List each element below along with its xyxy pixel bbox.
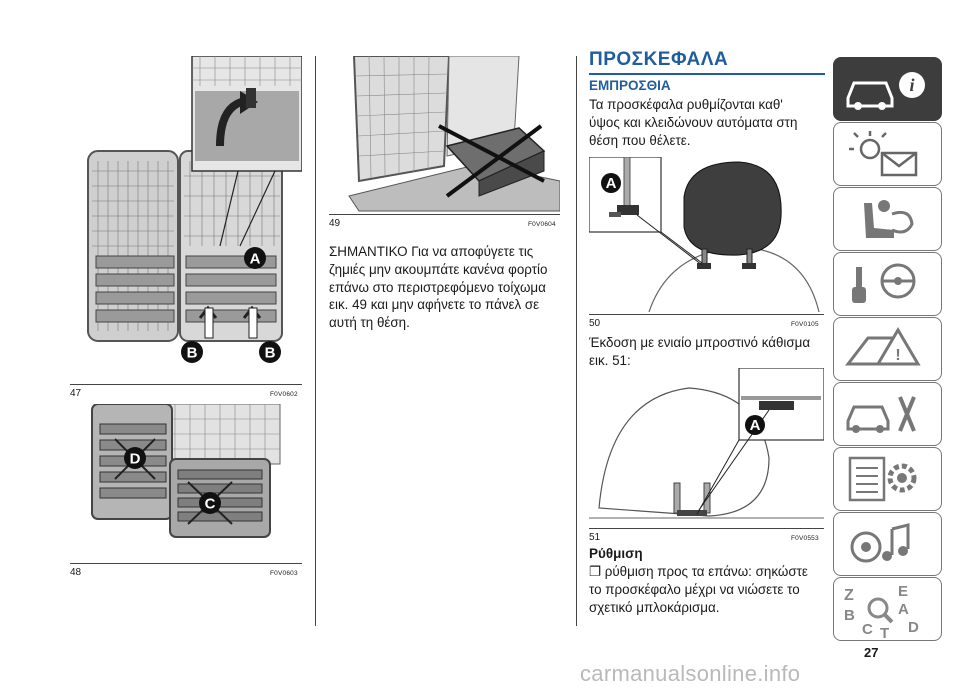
figure-49-folded-panel-load — [329, 56, 560, 212]
multimedia-music-icon — [834, 513, 941, 575]
figure-49-caption-rule — [329, 214, 560, 215]
section-title-rule — [589, 73, 825, 75]
figure-51-code: F0V0553 — [791, 535, 819, 542]
intro-line: θέση που θέλετε. — [589, 132, 691, 148]
figure-51-number: 51 — [589, 532, 601, 543]
figure-47-caption-rule — [70, 384, 302, 385]
figure-50-headrest — [589, 157, 824, 312]
figure-51-label-a: A — [749, 417, 761, 434]
figure-48-label-d: D — [129, 450, 141, 468]
bench-line: Έκδοση με ενιαίο μπροστινό κάθισμα — [589, 335, 811, 350]
index-letter: T — [880, 625, 890, 640]
important-notice — [329, 243, 564, 332]
figure-47-code: F0V0602 — [270, 391, 298, 398]
important-line: ζημιές μην ακουμπάτε κανένα φορτίο — [329, 261, 548, 277]
figure-49-code: F0V0604 — [528, 221, 556, 228]
specifications-gear-icon — [834, 448, 941, 510]
important-line: ΣΗΜΑΝΤΙΚΟ Για να αποφύγετε τις — [329, 244, 534, 259]
index-letter: C — [862, 621, 873, 638]
adjustment-line: ❐ ρύθμιση προς τα επάνω: σηκώστε — [589, 564, 808, 579]
index-letter: A — [898, 601, 909, 618]
bench-seat-paragraph — [589, 334, 829, 370]
adjustment-paragraph — [589, 563, 829, 616]
roadside-warning-icon — [834, 318, 941, 380]
figure-47-number: 47 — [70, 388, 82, 399]
figure-48-panel-removal — [70, 404, 302, 559]
index-letter: B — [844, 607, 855, 624]
index-letter: Z — [844, 587, 854, 604]
important-line: εικ. 49 και μην αφήνετε το πάνελ σε — [329, 297, 540, 313]
page-number: 27 — [864, 645, 879, 660]
figure-51-caption-rule — [589, 528, 824, 529]
figure-47-label-b-left: B — [186, 344, 198, 362]
intro-paragraph — [589, 96, 825, 149]
figure-48-number: 48 — [70, 567, 82, 578]
tab-index[interactable] — [833, 577, 942, 641]
subsection-title: ΕΜΠΡΟΣΘΙΑ — [589, 78, 671, 93]
important-line: αυτή τη θέση. — [329, 315, 410, 331]
figure-50-label-a: A — [605, 175, 617, 192]
tab-in-an-emergency[interactable] — [833, 317, 942, 381]
svg-text:!: ! — [895, 347, 901, 364]
tab-warning-lights-messages[interactable] — [833, 122, 942, 186]
figure-51-bench-headrest — [589, 368, 824, 525]
bench-line: εικ. 51: — [589, 352, 631, 368]
tab-knowing-your-vehicle[interactable] — [833, 57, 942, 121]
car-maintenance-tools-icon — [834, 383, 941, 445]
tab-safety[interactable] — [833, 187, 942, 251]
figure-48-caption-rule — [70, 563, 302, 564]
figure-50-caption-rule — [589, 314, 824, 315]
figure-50-number: 50 — [589, 318, 601, 329]
watermark: carmanualsonline.info — [580, 661, 801, 686]
figure-48-code: F0V0603 — [270, 570, 298, 577]
figure-47-label-b-right: B — [264, 344, 276, 362]
seat-airbag-icon — [834, 188, 941, 250]
adjustment-line: σχετικό μπλοκάρισμα. — [589, 599, 720, 615]
warning-light-message-icon — [834, 123, 941, 185]
tab-starting-driving[interactable] — [833, 252, 942, 316]
figure-47-label-a: A — [249, 250, 261, 268]
tab-technical-data[interactable] — [833, 447, 942, 511]
alphabetical-index-icon — [834, 578, 941, 640]
car-info-icon — [834, 58, 941, 120]
column-divider-left — [315, 56, 316, 626]
key-steering-wheel-icon — [834, 253, 941, 315]
index-letter: E — [898, 583, 909, 600]
index-letter: D — [908, 619, 919, 636]
figure-50-code: F0V0105 — [791, 321, 819, 328]
adjustment-heading: Ρύθμιση — [589, 546, 643, 561]
column-divider-right — [576, 56, 577, 626]
important-line: επάνω στο περιστρεφόμενο τοίχωμα — [329, 279, 546, 295]
svg-text:i: i — [909, 75, 915, 95]
adjustment-line: το προσκέφαλο μέχρι να νιώσετε το — [589, 581, 800, 597]
intro-line: Τα προσκέφαλα ρυθμίζονται καθ' — [589, 97, 783, 112]
figure-47-cargo-partition — [70, 56, 302, 376]
tab-multimedia[interactable] — [833, 512, 942, 576]
intro-line: ύψος και κλειδώνουν αυτόματα στη — [589, 114, 798, 130]
tab-maintenance-care[interactable] — [833, 382, 942, 446]
section-title: ΠΡΟΣΚΕΦΑΛΑ — [589, 49, 729, 70]
figure-49-number: 49 — [329, 218, 341, 229]
figure-48-label-c: C — [204, 495, 216, 513]
